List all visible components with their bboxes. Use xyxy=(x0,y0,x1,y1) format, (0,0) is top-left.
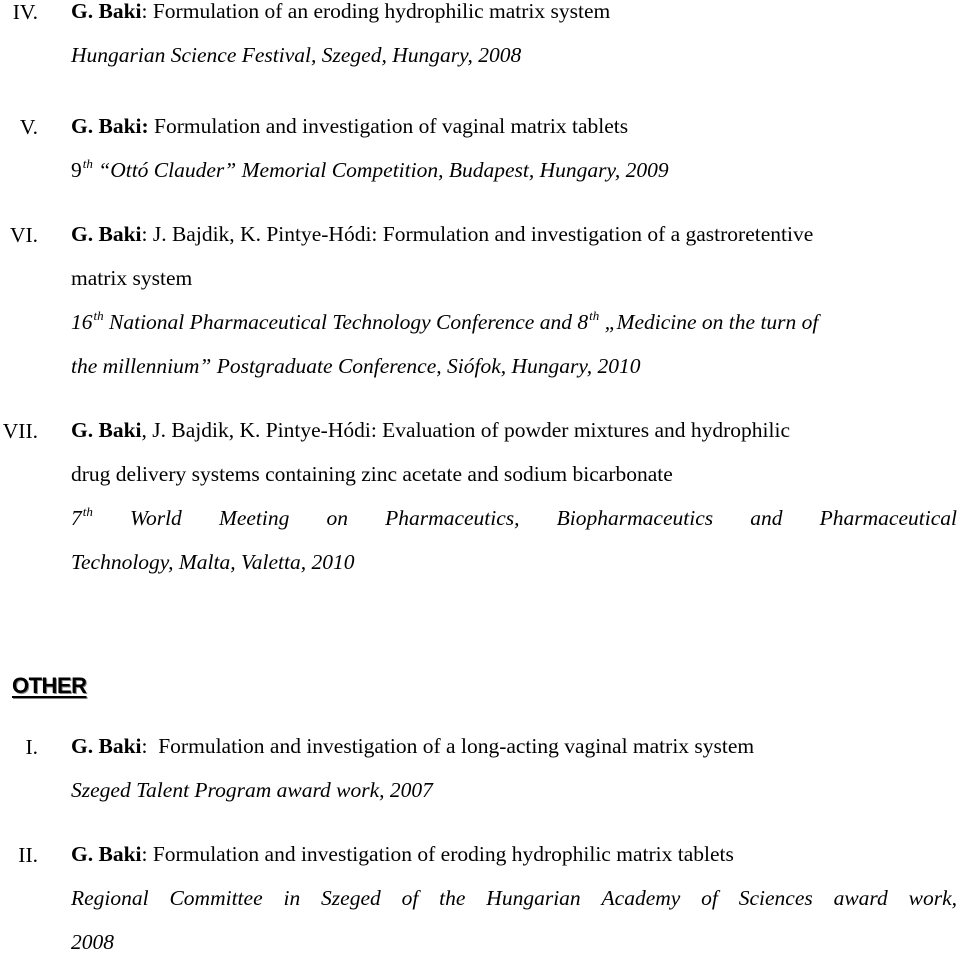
author-name: G. Baki: xyxy=(71,114,149,138)
entry-venue-line xyxy=(71,887,957,931)
venue-ordinal-suffix: th xyxy=(93,308,104,323)
entry-numeral: I. xyxy=(25,735,38,759)
venue-word: Hungarian xyxy=(486,886,581,910)
author-name: G. Baki xyxy=(71,418,142,442)
entry-body xyxy=(71,0,957,88)
author-name: G. Baki xyxy=(71,734,142,758)
venue-word: Pharmaceutical xyxy=(819,506,957,530)
entry-title-line xyxy=(71,0,957,44)
entry-numeral: II. xyxy=(18,843,38,867)
entry-title-continuation: matrix system xyxy=(71,266,193,290)
venue-word: and xyxy=(750,506,783,530)
entry-body xyxy=(71,735,957,823)
venue-ordinal: 9 xyxy=(71,158,82,182)
entry-venue-line xyxy=(71,504,957,551)
venue-word: Pharmaceutics, xyxy=(385,506,520,530)
venue-word: Sciences xyxy=(738,886,813,910)
section-title-other: OTHER xyxy=(12,673,87,698)
entry-venue: National Pharmaceutical Technology Conference and 8 xyxy=(103,310,589,334)
entry-numeral: IV. xyxy=(12,0,38,24)
entry-venue-continuation: the millennium” Postgraduate Conference, Siófok, Hungary, 2010 xyxy=(71,354,641,378)
entry-title-line xyxy=(71,115,957,159)
venue-word: World xyxy=(130,506,182,530)
entry-title: : Formulation of an eroding hydrophilic matrix system xyxy=(141,0,611,23)
venue-ordinal-suffix: th xyxy=(82,156,93,171)
entry-title: : Formulation and investigation of a long-acting vaginal matrix system xyxy=(141,734,755,758)
entry-venue-continuation: 2008 xyxy=(71,930,114,954)
entry-venue: “Ottó Clauder” Memorial Competition, Budapest, Hungary, 2009 xyxy=(92,158,669,182)
entry-title: Formulation and investigation of vaginal matrix tablets xyxy=(148,114,629,138)
entry-venue-line xyxy=(71,308,957,355)
entry-body xyxy=(71,843,957,975)
entry-venue-line xyxy=(71,156,957,203)
entry-venue: „Medicine on the turn of xyxy=(599,310,819,334)
venue-ordinal-suffix: th xyxy=(589,308,600,323)
venue-word: in xyxy=(283,886,301,910)
venue-ordinal: 7 xyxy=(71,506,82,530)
venue-word: work, xyxy=(908,886,957,910)
venue-ordinal-group xyxy=(71,504,93,551)
entry-title: : J. Bajdik, K. Pintye-Hódi: Formulation and investigation of a gastroretentive xyxy=(141,222,814,246)
entry-body xyxy=(71,115,957,203)
entry-body xyxy=(71,419,957,595)
venue-word: award xyxy=(833,886,888,910)
venue-word: Szeged xyxy=(321,886,381,910)
venue-word: Academy xyxy=(601,886,681,910)
venue-ordinal-suffix: th xyxy=(82,504,93,519)
entry-title-continuation: drug delivery systems containing zinc acetate and sodium bicarbonate xyxy=(71,462,673,486)
entry-venue: Hungarian Science Festival, Szeged, Hungary, 2008 xyxy=(71,43,522,67)
venue-word: Biopharmaceutics xyxy=(556,506,714,530)
venue-ordinal: 16 xyxy=(71,310,93,334)
entry-title-line xyxy=(71,735,957,779)
venue-word: Committee xyxy=(169,886,263,910)
entry-title-line xyxy=(71,843,957,887)
author-name: G. Baki xyxy=(71,0,142,23)
entry-numeral: VI. xyxy=(9,223,38,247)
entry-body xyxy=(71,223,957,399)
venue-word: of xyxy=(701,886,718,910)
venue-word: of xyxy=(401,886,419,910)
venue-word: on xyxy=(326,506,349,530)
entry-numeral: VII. xyxy=(2,419,38,443)
entry-venue-continuation: Technology, Malta, Valetta, 2010 xyxy=(71,550,355,574)
entry-numeral: V. xyxy=(19,115,38,139)
entry-title: : Formulation and investigation of eroding hydrophilic matrix tablets xyxy=(141,842,734,866)
entry-title-line xyxy=(71,223,957,267)
author-name: G. Baki xyxy=(71,222,142,246)
entry-venue: Szeged Talent Program award work, 2007 xyxy=(71,778,433,802)
venue-word: Meeting xyxy=(218,506,290,530)
entry-title: , J. Bajdik, K. Pintye-Hódi: Evaluation of powder mixtures and hydrophilic xyxy=(141,418,790,442)
entry-title-line xyxy=(71,419,957,463)
author-name: G. Baki xyxy=(71,842,142,866)
venue-word: the xyxy=(439,886,466,910)
venue-word: Regional xyxy=(71,886,149,910)
